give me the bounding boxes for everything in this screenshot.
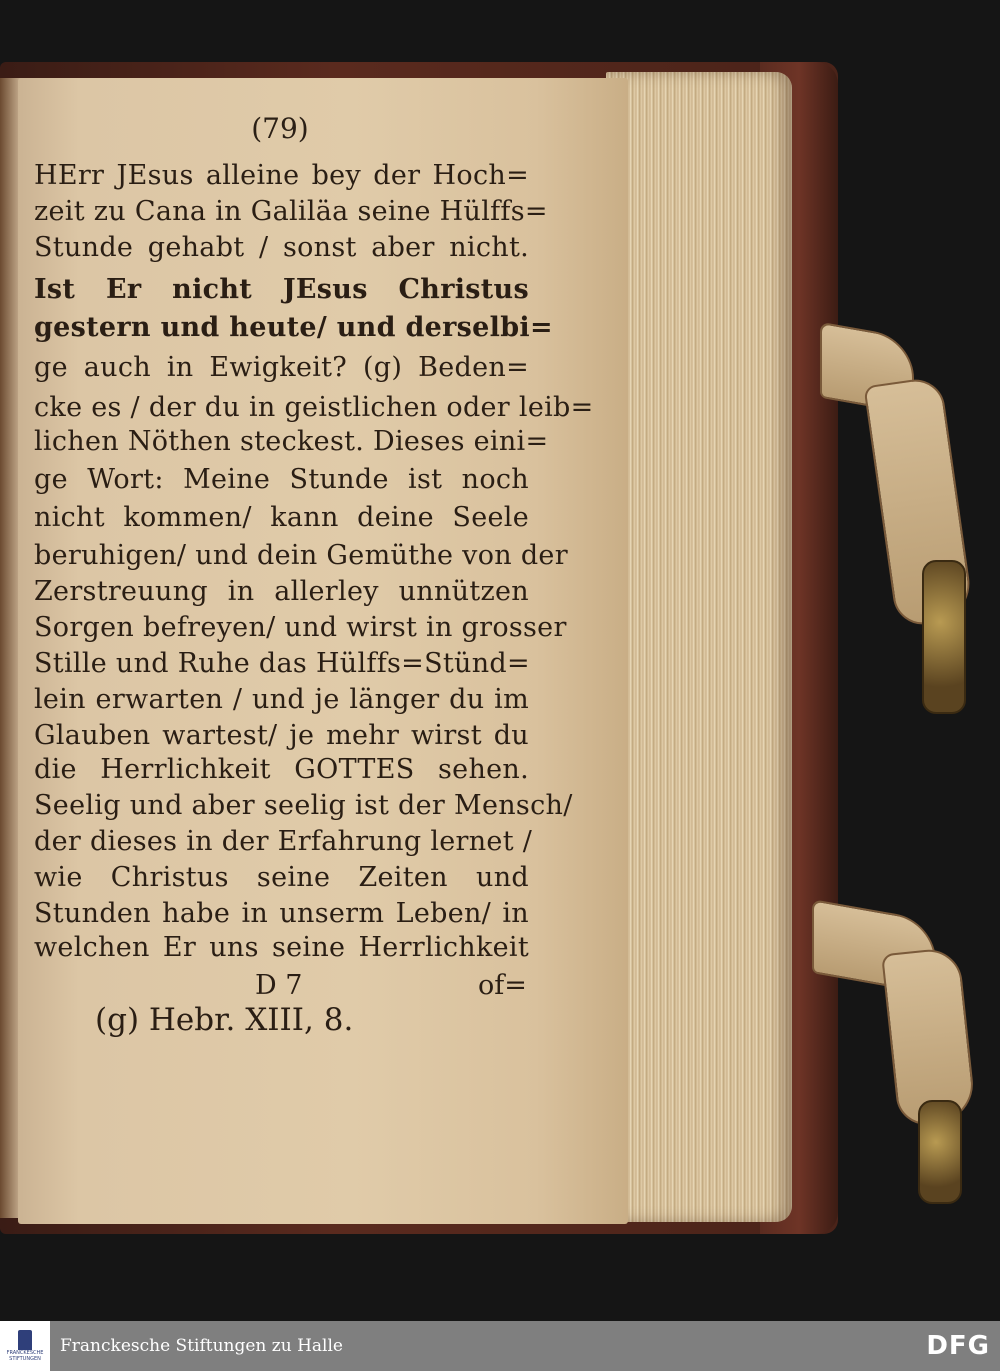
text-line: beruhigen/ und dein Gemüthe von der [34, 540, 568, 571]
text-line: Stunde gehabt / sonst aber nicht. [34, 232, 529, 263]
text-line: Glauben wartest/ je mehr wirst du [34, 720, 529, 751]
text-line: der dieses in der Erfahrung lernet / [34, 826, 533, 857]
page-header: (79) [251, 112, 309, 145]
institution-name[interactable]: Franckesche Stiftungen zu Halle [60, 1336, 343, 1356]
text-line: wie Christus seine Zeiten und [34, 862, 529, 893]
text-line: nicht kommen/ kann deine Seele [34, 502, 529, 533]
text-line: ge Wort: Meine Stunde ist noch [34, 464, 529, 495]
catchword: of= [478, 970, 527, 1001]
signature-mark: D 7 [255, 970, 303, 1001]
text-line: zeit zu Cana in Galiläa seine Hülffs= [34, 196, 548, 227]
institution-logo[interactable] [0, 1321, 50, 1371]
text-line: lichen Nöthen steckest. Dieses eini= [34, 426, 549, 457]
text-line: HErr JEsus alleine bey der Hoch= [34, 160, 529, 191]
text-line: ge auch in Ewigkeit? (g) Beden= [34, 352, 529, 383]
text-line: lein erwarten / und je länger du im [34, 684, 529, 715]
clasp-metal-bottom [918, 1100, 962, 1204]
text-line: Sorgen befreyen/ und wirst in grosser [34, 612, 567, 643]
footer-bar [0, 1321, 1000, 1371]
footnote: (g) Hebr. XIII, 8. [95, 1002, 354, 1038]
text-line: Zerstreuung in allerley unnützen [34, 576, 529, 607]
page-edges [606, 72, 792, 1222]
text-line: Stille und Ruhe das Hülffs=Stünd= [34, 648, 530, 679]
text-line: Stunden habe in unserm Leben/ in [34, 898, 529, 929]
clasp-metal-top [922, 560, 966, 714]
text-line: Ist Er nicht JEsus Christus [34, 274, 529, 305]
text-line: die Herrlichkeit GOTTES sehen. [34, 754, 529, 785]
building-icon [18, 1330, 32, 1350]
text-line: cke es / der du in geistlichen oder leib= [34, 392, 594, 423]
logo-text: FRANCKESCHE STIFTUNGEN [6, 1350, 44, 1362]
text-line: Seelig und aber seelig ist der Mensch/ [34, 790, 573, 821]
text-line: welchen Er uns seine Herrlichkeit [34, 932, 529, 963]
dfg-logo[interactable]: DFG [926, 1331, 990, 1361]
text-line: gestern und heute/ und derselbi= [34, 312, 553, 343]
